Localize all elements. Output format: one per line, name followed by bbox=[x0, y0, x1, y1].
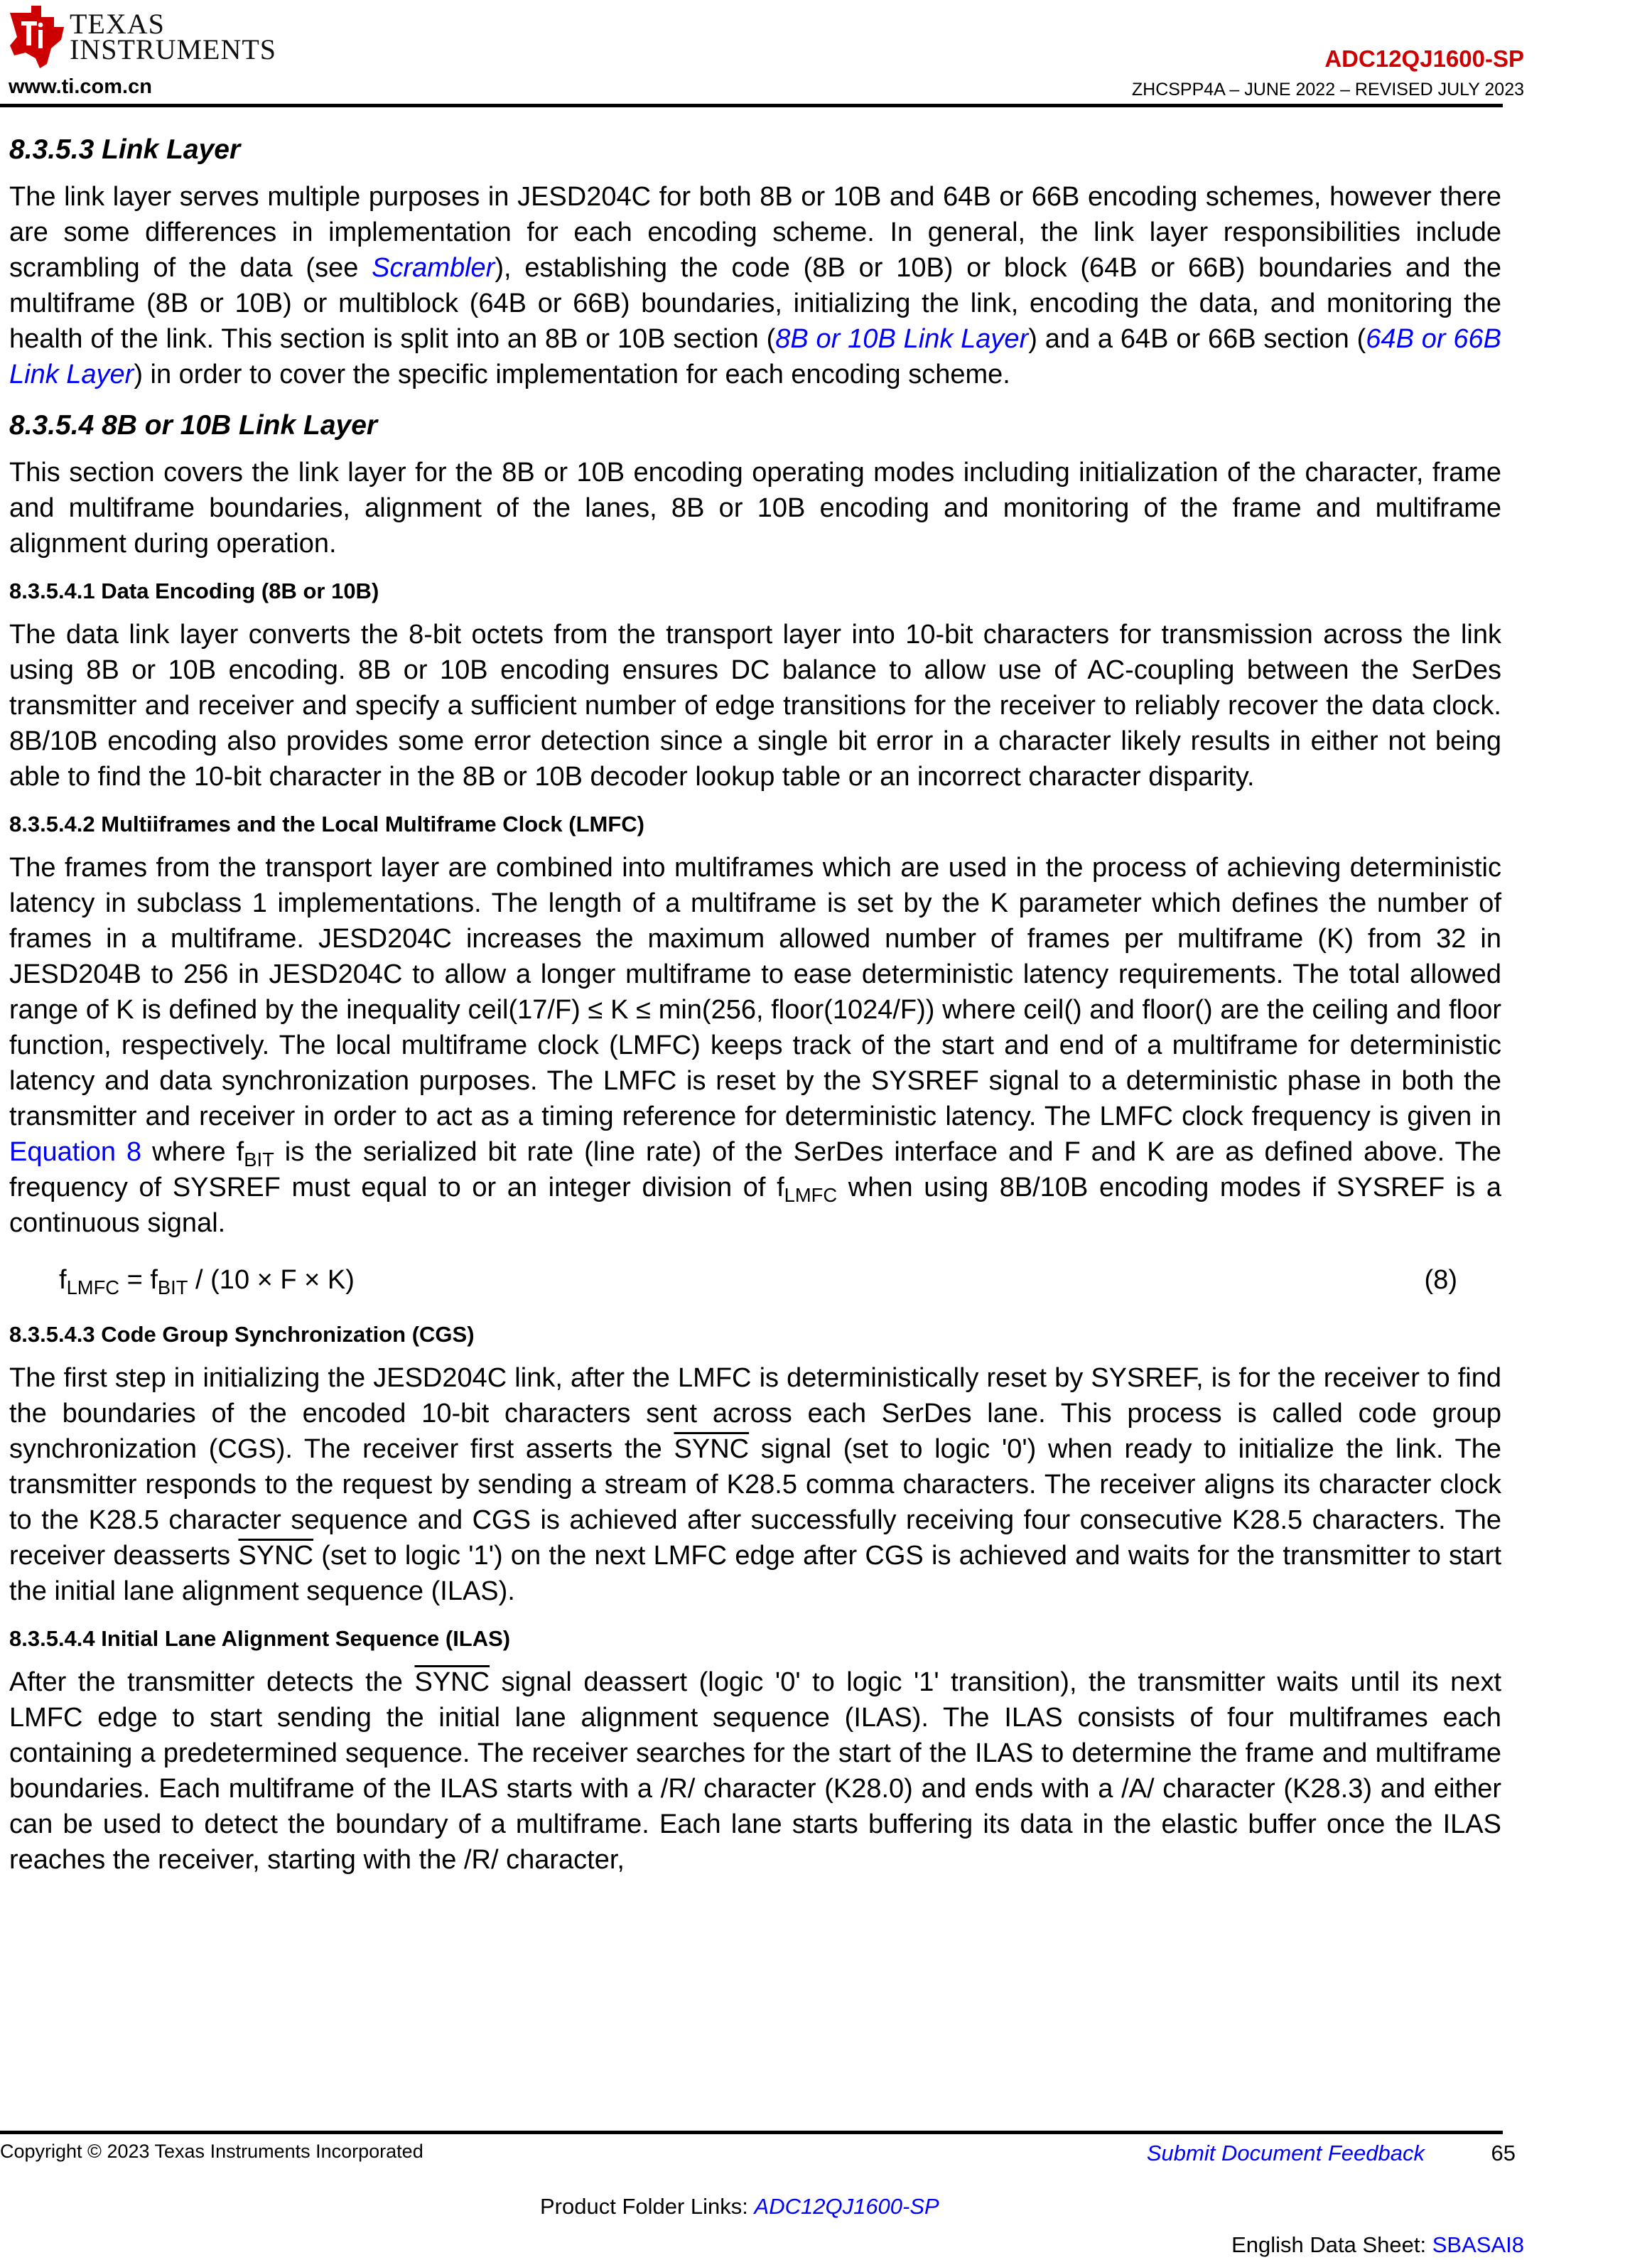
equation-8-number: (8) bbox=[1424, 1265, 1457, 1295]
heading-8-3-5-4-2: 8.3.5.4.2 Multiiframes and the Local Multiframe Clock (LMFC) bbox=[9, 812, 645, 836]
product-folder-link[interactable]: ADC12QJ1600-SP bbox=[754, 2194, 939, 2219]
part-number-link[interactable]: ADC12QJ1600-SP bbox=[1324, 45, 1524, 72]
english-datasheet: English Data Sheet: SBASAI8 bbox=[1231, 2232, 1524, 2257]
scrambler-link[interactable]: Scrambler bbox=[372, 253, 495, 283]
paragraph-ilas: After the transmitter detects the SYNC signal deassert (logic '0' to logic '1' transition), the transmitter waits until its next LMFC edge to start sending the initial lane alignment sequence (ILAS). The ILAS consists of four multiframes each containing a predetermined sequence. The receiver searches for the start of the ILAS to determine the frame and multiframe boundaries. Each multiframe of the ILAS starts with a /R/ character (K28.0) and ends with a /A/ character (K28.3) and either can be used to detect the boundary of a multiframe. Each lane starts buffering its data in the elastic buffer once the ILAS reaches the receiver, starting with the /R/ character, bbox=[9, 1667, 1501, 1875]
sync-signal: SYNC bbox=[674, 1434, 750, 1464]
company-line1: TEXAS bbox=[70, 8, 165, 40]
equation-8 bbox=[9, 1262, 1501, 1305]
heading-8-3-5-4: 8.3.5.4 8B or 10B Link Layer bbox=[9, 410, 378, 441]
ti-logo-icon bbox=[4, 3, 68, 71]
sync-signal: SYNC bbox=[238, 1541, 314, 1571]
paragraph-link-layer: The link layer serves multiple purposes in JESD204C for both 8B or 10B and 64B or 66B encoding schemes, however there are some differences in implementation for each encoding scheme. In general, the link layer responsibilities include scrambling of the data (see Scrambler), establishing the code (8B or 10B) or block (64B or 66B) boundaries and the multiframe (8B or 10B) or multiblock (64B or 66B) boundaries, initializing the link, encoding the data, and monitoring the health of the link. This section is split into an 8B or 10B section (8B or 10B Link Layer) and a 64B or 66B section (64B or 66B Link Layer) in order to cover the specific implementation for each encoding scheme. bbox=[9, 182, 1501, 389]
ti-logo bbox=[4, 3, 303, 74]
paragraph-multiframes-lmfc: The frames from the transport layer are combined into multiframes which are used in the process of achieving deterministic latency in subclass 1 implementations. The length of a multiframe is set by the K parameter which defines the number of frames in a multiframe. JESD204C increases the maximum allowed number of frames per multiframe (K) from 32 in JESD204B to 256 in JESD204C to allow a longer multiframe to ease deterministic latency requirements. The total allowed range of K is defined by the inequality ceil(17/F) ≤ K ≤ min(256, floor(1024/F)) where ceil() and floor() are the ceiling and floor function, respectively. The local multiframe clock (LMFC) keeps track of the start and end of a multiframe for deterministic latency and data synchronization purposes. The LMFC is reset by the SYSREF signal to a deterministic phase in both the transmitter and receiver in order to act as a timing reference for deterministic latency. The LMFC clock frequency is given in Equation 8 where $f_{BIT}$ is the serialized bit rate (line rate) of the SerDes interface and F and K are as defined above. The frequency of SYSREF must equal to or an integer division of $f_{LMFC}$ when using 8B/10B encoding modes if SYSREF is a continuous signal. bbox=[9, 853, 1502, 1238]
company-line2: INSTRUMENTS bbox=[70, 33, 277, 65]
document-id: ZHCSPP4A – JUNE 2022 – REVISED JULY 2023 bbox=[1131, 80, 1524, 99]
equation-8-formula: $f_{LMFC} = f_{BIT} / (10 \times F \times K)$ bbox=[59, 1265, 355, 1299]
product-folder-links: Product Folder Links: ADC12QJ1600-SP bbox=[540, 2194, 939, 2219]
footer-divider bbox=[0, 2131, 1503, 2134]
sync-signal: SYNC bbox=[414, 1667, 490, 1697]
equation-8-link[interactable]: Equation 8 bbox=[9, 1137, 142, 1167]
submit-feedback-link[interactable]: Submit Document Feedback bbox=[1146, 2141, 1425, 2165]
heading-8-3-5-4-4: 8.3.5.4.4 Initial Lane Alignment Sequence (ILAS) bbox=[9, 1626, 511, 1651]
page-number: 65 bbox=[1491, 2141, 1516, 2165]
header-divider bbox=[0, 104, 1503, 107]
copyright-notice: Copyright © 2023 Texas Instruments Incorporated bbox=[0, 2141, 423, 2162]
paragraph-8b10b-link-layer: This section covers the link layer for the 8B or 10B encoding operating modes including initialization of the character, frame and multiframe boundaries, alignment of the lanes, 8B or 10B encoding and monitoring of the frame and multiframe alignment during operation. bbox=[9, 458, 1501, 559]
heading-8-3-5-4-1: 8.3.5.4.1 Data Encoding (8B or 10B) bbox=[9, 579, 379, 603]
datasheet-link[interactable]: SBASAI8 bbox=[1432, 2232, 1524, 2257]
ti-logo-text bbox=[70, 8, 277, 65]
website-link[interactable]: www.ti.com.cn bbox=[9, 75, 152, 98]
paragraph-data-encoding: The data link layer converts the 8-bit octets from the transport layer into 10-bit characters for transmission across the link using 8B or 10B encoding. 8B or 10B encoding ensures DC balance to allow use of AC-coupling between the SerDes transmitter and receiver and specify a sufficient number of edge transitions for the receiver to reliably recover the data clock. 8B/10B encoding also provides some error detection since a single bit error in a character likely results in either not being able to find the 10-bit character in the 8B or 10B decoder lookup table or an incorrect character disparity. bbox=[9, 620, 1501, 792]
link-layer-8b10b-link[interactable]: 8B or 10B Link Layer bbox=[775, 324, 1029, 354]
main-content bbox=[9, 128, 1501, 1888]
link-layer-64b66b-link[interactable]: 64B or 66B Link Layer bbox=[9, 324, 1501, 389]
paragraph-cgs: The first step in initializing the JESD204C link, after the LMFC is deterministically reset by SYSREF, is for the receiver to find the boundaries of the encoded 10-bit characters sent across each SerDes lane. This process is called code group synchronization (CGS). The receiver first asserts the SYNC signal (set to logic '0') when ready to initialize the link. The transmitter responds to the request by sending a stream of K28.5 comma characters. The receiver aligns its character clock to the K28.5 character sequence and CGS is achieved after successfully receiving four consecutive K28.5 characters. The receiver deasserts SYNC (set to logic '1') on the next LMFC edge after CGS is achieved and waits for the transmitter to start the initial lane alignment sequence (ILAS). bbox=[9, 1363, 1502, 1606]
heading-8-3-5-3: 8.3.5.3 Link Layer bbox=[9, 134, 241, 165]
heading-8-3-5-4-3: 8.3.5.4.3 Code Group Synchronization (CGS) bbox=[9, 1322, 475, 1347]
